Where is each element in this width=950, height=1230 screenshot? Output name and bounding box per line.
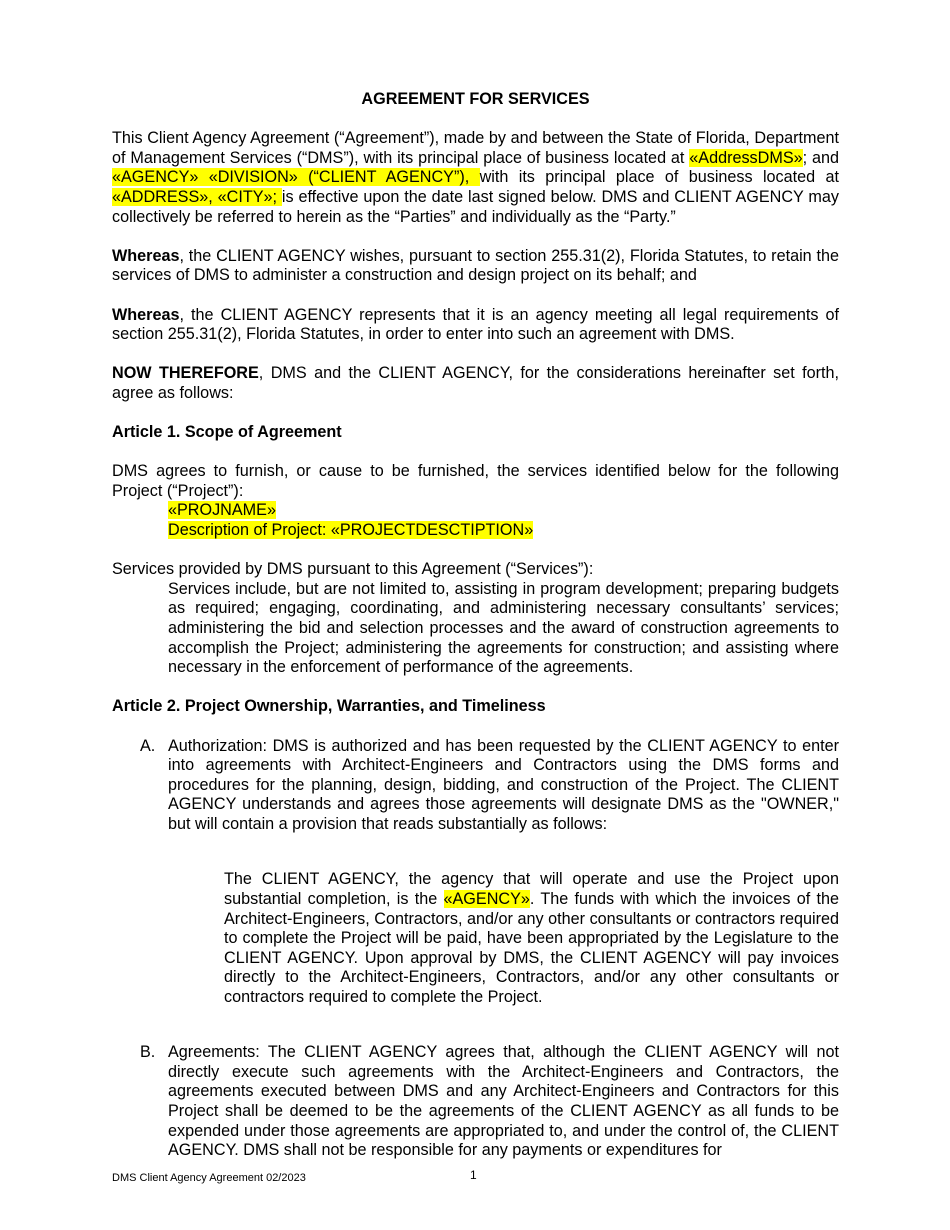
list-item-a	[112, 737, 839, 835]
services-text: Services include, but are not limited to, assisting in program development; preparing budgets as required; engaging, coordinating, and administering necessary consultants’ services; administering the bid and selection processes and the award of construction agreements to accomplish the Project; administering the agreements for construction; and assisting where necessary in the enforcement of performance of the agreements.	[168, 579, 839, 677]
footer-document-id: DMS Client Agency Agreement 02/2023	[112, 1172, 306, 1184]
article-1-paragraph: DMS agrees to furnish, or cause to be furnished, the services identified below for the following Project (“Project”):	[112, 462, 839, 500]
page-number: 1	[470, 1168, 477, 1182]
quoted-provision	[224, 870, 839, 1007]
agency-division-field: «AGENCY» «DIVISION» (“CLIENT AGENCY”),	[112, 168, 480, 187]
whereas-text-2: , the CLIENT AGENCY represents that it is an agency meeting all legal requirements of section 255.31(2), Florida Statutes, in order to enter into such an agreement with DMS.	[112, 305, 839, 344]
whereas-bold-1: Whereas	[112, 246, 180, 265]
quote-text-2: . The funds with which the invoices of the Architect-Engineers, Contractors, and/or any other consultants or contractors required to complete the Project will be paid, have been appropriated by the Legislature to the CLIENT AGENCY. Upon approval by DMS, the CLIENT AGENCY will pay invoices directly to the Architect-Engineers, Contractors, and/or any other consultants or contractors required to complete the Project.	[224, 889, 839, 1006]
document-page	[112, 88, 839, 1161]
projname-field: «PROJNAME»	[168, 501, 276, 520]
article-1-heading: Article 1. Scope of Agreement	[112, 423, 342, 442]
list-text-a: Authorization: DMS is authorized and has been requested by the CLIENT AGENCY to enter into agreements with Architect-Engineers and Contractors using the DMS forms and procedures for the planning, design, bidding, and construction of the Project. The CLIENT AGENCY understands and agrees those agreements will designate DMS as the "OWNER," but will contain a provision that reads substantially as follows:	[168, 736, 839, 833]
list-item-b	[112, 1043, 839, 1161]
services-label: Services provided by DMS pursuant to this Agreement (“Services”):	[112, 560, 594, 579]
agency-field: «AGENCY»	[443, 889, 530, 908]
project-description-field: Description of Project: «PROJECTDESCTIPTION»	[168, 521, 534, 540]
intro-text-3: with its principal place of business located at	[479, 168, 839, 187]
list-label-b: B.	[140, 1043, 156, 1062]
now-therefore-paragraph	[112, 364, 839, 403]
quote-text-1: The CLIENT AGENCY, the agency that will operate and use the Project upon substantial completion, is the	[224, 870, 839, 908]
intro-text-1: This Client Agency Agreement (“Agreement”), made by and between the State of Florida, Department of Management Services (“DMS”), with its principal place of business located at	[112, 129, 839, 167]
intro-text-4: is effective upon the date last signed below. DMS and CLIENT AGENCY may collectively be referred to herein as the “Parties” and individually as the “Party.”	[112, 187, 839, 226]
document-title: AGREEMENT FOR SERVICES	[361, 90, 590, 108]
now-therefore-bold: NOW THEREFORE	[112, 364, 259, 383]
now-therefore-text: , DMS and the CLIENT AGENCY, for the considerations hereinafter set forth, agree as follows:	[112, 364, 839, 402]
intro-text-2: ; and	[802, 148, 839, 167]
address-city-field: «ADDRESS», «CITY»;	[112, 187, 282, 206]
list-label-a: A.	[140, 736, 156, 755]
project-fields	[168, 501, 839, 540]
list-text-b: Agreements: The CLIENT AGENCY agrees that, although the CLIENT AGENCY will not directly execute such agreements with the Architect-Engineers and Contractors, the agreements executed between DMS and any Architect-Engineers and Contractors for this Project shall be deemed to be the agreements of the CLIENT AGENCY as all funds to be expended under those agreements are appropriated to, and under the control of, the CLIENT AGENCY. DMS shall not be responsible for any payments or expenditures for	[168, 1043, 839, 1160]
address-dms-field: «AddressDMS»	[689, 148, 803, 167]
intro-paragraph	[112, 129, 839, 227]
article-2-heading: Article 2. Project Ownership, Warranties, and Timeliness	[112, 697, 546, 716]
whereas-paragraph-2	[112, 306, 839, 345]
whereas-paragraph-1	[112, 247, 839, 286]
whereas-bold-2: Whereas	[112, 305, 180, 324]
whereas-text-1: , the CLIENT AGENCY wishes, pursuant to section 255.31(2), Florida Statutes, to retain the services of DMS to administer a construction and design project on its behalf; and	[112, 246, 839, 285]
